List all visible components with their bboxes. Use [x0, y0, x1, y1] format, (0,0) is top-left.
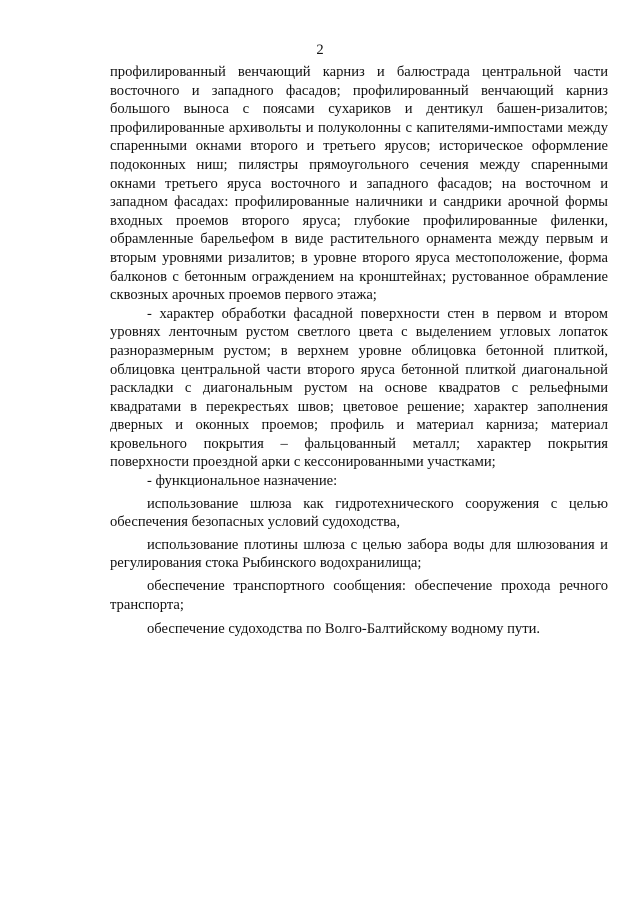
paragraph-transport: обеспечение транспортного сообщения: обеспечение прохода речного транспорта; [110, 578, 608, 613]
paragraph-architectural-elements: профилированный венчающий карниз и балюстрада центральной части восточного и западного фасадов; профилированный венчающий карниз большого выноса с поясами сухариков и дентикул башен-ризалитов; профилированные архивольты и полуколонны с капителями-импостами между спаренными окнами второго и третьего ярусов; историческое оформление подоконных ниш; пилястры прямоугольного сечения между спаренными окнами третьего яруса восточного и западного фасадов; на восточном и западном фасадах: профилированные наличники и сандрики арочной формы входных проемов второго яруса; глубокие профилированные филенки, обрамленные барельефом в виде растительного орнамента между первым и вторым уровнями ризалитов; в уровне второго яруса местоположение, форма балконов с бетонным ограждением на кронштейнах; рустованное обрамление сквозных арочных проемов первого этажа; [110, 64, 608, 304]
paragraph-navigation: обеспечение судоходства по Волго-Балтийскому водному пути. [147, 621, 541, 638]
paragraph-dam-usage: использование плотины шлюза с целью забора воды для шлюзования и регулирования стока Рыбинского водохранилища; [110, 536, 608, 572]
paragraph-facade-finish: - характер обработки фасадной поверхности стен в первом и втором уровнях ленточным рустом светлого цвета с выделением угловых лопаток разноразмерным рустом; в верхнем уровне облицовка бетонной плиткой, облицовка центральной части второго яруса бетонной плиткой диагональной раскладки с диагональным рустом на основе квадратов с рельефными квадратами в перекрестьях швов; цветовое решение; характер заполнения дверных и оконных проемов; профиль и материал карниза; материал кровельного покрытия – фальцованный металл; характер покрытия поверхности проездной арки с кессонированными участками; [110, 305, 608, 471]
paragraph-functional-purpose-heading: - функциональное назначение: [147, 473, 338, 490]
document-body [110, 63, 608, 639]
page-number: 2 [316, 42, 324, 58]
paragraph-lock-usage: использование шлюза как гидротехнического сооружения с целью обеспечения безопасных условий судоходства, [110, 495, 608, 531]
